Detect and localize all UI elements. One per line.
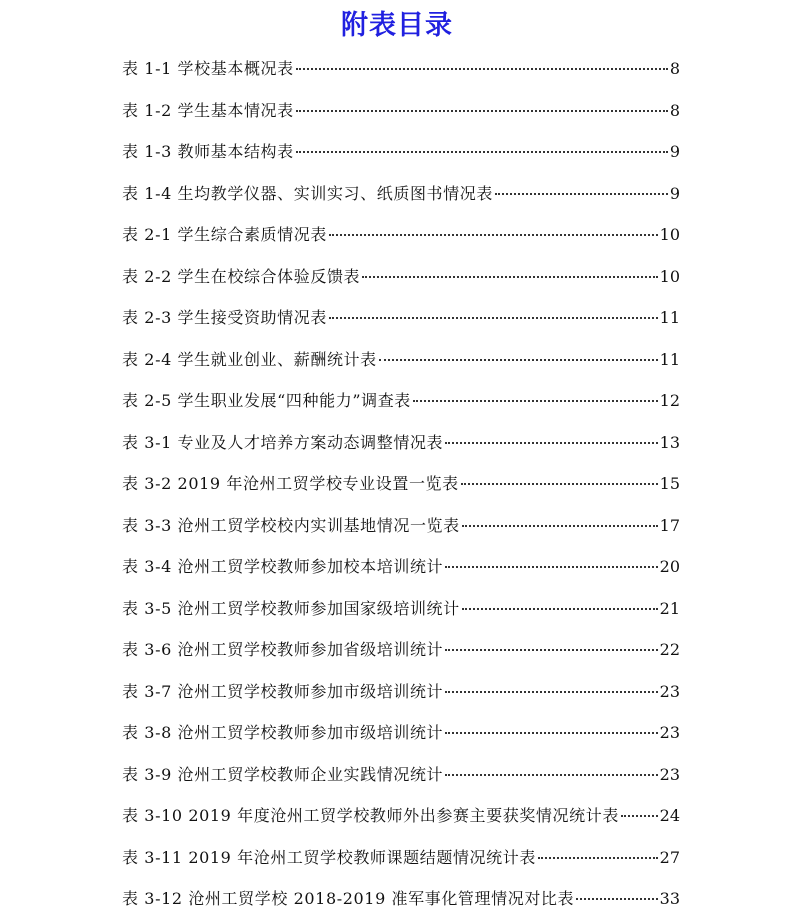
- toc-entry-link[interactable]: [122, 629, 680, 671]
- toc-entry-3-4: [122, 546, 680, 588]
- toc-entry-link[interactable]: [122, 90, 680, 132]
- toc-entry-link[interactable]: [122, 48, 680, 90]
- toc-entry-page: 10: [659, 225, 680, 244]
- toc-entry-2-3: [122, 297, 680, 339]
- toc-entry-1-1: [122, 48, 680, 90]
- toc-entry-page: 10: [659, 266, 680, 286]
- page-title: 附表目录: [341, 10, 453, 41]
- dot-leader: [296, 110, 668, 112]
- toc-entry-page: 12: [659, 391, 680, 410]
- dot-leader: [538, 857, 658, 859]
- dot-leader: [445, 442, 658, 444]
- toc-entry-label: 表 3-11 2019 年沧州工贸学校教师课题结题情况统计表: [122, 847, 536, 867]
- dot-leader: [445, 732, 658, 734]
- toc-entry-3-7: [122, 671, 680, 713]
- dot-leader: [576, 898, 658, 900]
- toc-entry-link[interactable]: [122, 546, 680, 588]
- dot-leader: [621, 815, 658, 817]
- toc-entry-label: 表 3-2 2019 年沧州工贸学校专业设置一览表: [122, 474, 459, 493]
- toc-entry-3-10: [122, 795, 680, 837]
- toc-entry-link[interactable]: [122, 463, 680, 505]
- toc-entry-label: 表 3-8 沧州工贸学校教师参加市级培训统计: [122, 723, 444, 742]
- toc-entry-label: 表 3-10 2019 年度沧州工贸学校教师外出参赛主要获奖情况统计表: [122, 806, 619, 825]
- toc-entry-link[interactable]: [122, 712, 680, 754]
- toc-entry-link[interactable]: [122, 256, 680, 298]
- toc-entry-link[interactable]: [122, 588, 680, 630]
- toc-entry-label: 表 3-9 沧州工贸学校教师企业实践情况统计: [122, 764, 444, 784]
- toc-entry-page: 8: [669, 100, 680, 120]
- toc-entry-label: 表 1-2 学生基本情况表: [122, 100, 294, 120]
- toc-entry-label: 表 3-3 沧州工贸学校校内实训基地情况一览表: [122, 515, 460, 535]
- dot-leader: [329, 234, 658, 236]
- toc-entry-3-12: [122, 878, 680, 920]
- toc-entry-page: 13: [659, 432, 680, 452]
- toc-entry-2-4: [122, 339, 680, 381]
- toc-entry-3-8: [122, 712, 680, 754]
- toc-entry-1-4: [122, 173, 680, 215]
- dot-leader: [462, 525, 658, 527]
- toc-entry-link[interactable]: [122, 505, 680, 547]
- toc-entry-page: 23: [659, 764, 680, 784]
- toc-entry-page: 15: [659, 474, 680, 493]
- toc-entry-page: 27: [659, 847, 680, 867]
- toc-entry-link[interactable]: [122, 837, 680, 879]
- toc-entry-page: 9: [669, 142, 680, 161]
- toc-entry-3-3: [122, 505, 680, 547]
- toc-entry-page: 23: [659, 681, 680, 701]
- dot-leader: [445, 649, 658, 651]
- toc-entry-2-5: [122, 380, 680, 422]
- toc-entry-label: 表 2-1 学生综合素质情况表: [122, 225, 327, 244]
- toc-entry-link[interactable]: [122, 339, 680, 381]
- toc-entry-3-9: [122, 754, 680, 796]
- toc-entry-page: 20: [659, 557, 680, 576]
- toc-entry-page: 33: [659, 889, 680, 908]
- toc-entry-3-1: [122, 422, 680, 464]
- toc-entry-2-1: [122, 214, 680, 256]
- toc-entry-link[interactable]: [122, 795, 680, 837]
- toc-entry-page: 24: [659, 806, 680, 825]
- dot-leader: [296, 151, 668, 153]
- toc-entry-link[interactable]: [122, 131, 680, 173]
- toc-entry-page: 8: [669, 59, 680, 78]
- toc-entry-label: 表 2-5 学生职业发展“四种能力”调查表: [122, 391, 411, 410]
- dot-leader: [445, 774, 658, 776]
- toc-entry-2-2: [122, 256, 680, 298]
- toc-entry-1-3: [122, 131, 680, 173]
- toc-entry-link[interactable]: [122, 671, 680, 713]
- toc-entry-label: 表 3-5 沧州工贸学校教师参加国家级培训统计: [122, 598, 460, 618]
- toc-entry-link[interactable]: [122, 380, 680, 422]
- toc-entry-label: 表 3-1 专业及人才培养方案动态调整情况表: [122, 432, 444, 452]
- toc-entry-page: 22: [659, 640, 680, 659]
- dot-leader: [296, 68, 668, 70]
- toc-entry-link[interactable]: [122, 754, 680, 796]
- toc-entry-label: 表 2-2 学生在校综合体验反馈表: [122, 266, 361, 286]
- table-of-contents: [122, 48, 680, 920]
- dot-leader: [413, 400, 658, 402]
- toc-entry-page: 23: [659, 723, 680, 742]
- dot-leader: [329, 317, 658, 319]
- toc-entry-label: 表 3-7 沧州工贸学校教师参加市级培训统计: [122, 681, 444, 701]
- toc-entry-link[interactable]: [122, 297, 680, 339]
- toc-entry-3-11: [122, 837, 680, 879]
- toc-entry-link[interactable]: [122, 173, 680, 215]
- toc-entry-label: 表 3-6 沧州工贸学校教师参加省级培训统计: [122, 640, 444, 659]
- toc-entry-page: 17: [659, 515, 680, 535]
- toc-entry-page: 21: [659, 598, 680, 618]
- toc-entry-3-6: [122, 629, 680, 671]
- toc-entry-3-2: [122, 463, 680, 505]
- dot-leader: [445, 691, 658, 693]
- toc-entry-label: 表 1-3 教师基本结构表: [122, 142, 294, 161]
- dot-leader: [495, 193, 668, 195]
- dot-leader: [362, 276, 658, 278]
- toc-entry-page: 11: [659, 308, 680, 327]
- dot-leader: [445, 566, 658, 568]
- toc-entry-link[interactable]: [122, 878, 680, 920]
- toc-entry-label: 表 2-3 学生接受资助情况表: [122, 308, 327, 327]
- toc-entry-label: 表 2-4 学生就业创业、薪酬统计表: [122, 349, 377, 369]
- toc-entry-label: 表 1-4 生均教学仪器、实训实习、纸质图书情况表: [122, 183, 493, 203]
- toc-entry-label: 表 3-4 沧州工贸学校教师参加校本培训统计: [122, 557, 444, 576]
- dot-leader: [461, 483, 658, 485]
- toc-entry-page: 11: [659, 349, 680, 369]
- toc-entry-page: 9: [669, 183, 680, 203]
- toc-entry-label: 表 1-1 学校基本概况表: [122, 59, 294, 78]
- dot-leader: [379, 359, 658, 361]
- toc-entry-link[interactable]: [122, 214, 680, 256]
- dot-leader: [462, 608, 658, 610]
- toc-entry-label: 表 3-12 沧州工贸学校 2018-2019 准军事化管理情况对比表: [122, 889, 575, 908]
- toc-entry-1-2: [122, 90, 680, 132]
- toc-entry-link[interactable]: [122, 422, 680, 464]
- toc-entry-3-5: [122, 588, 680, 630]
